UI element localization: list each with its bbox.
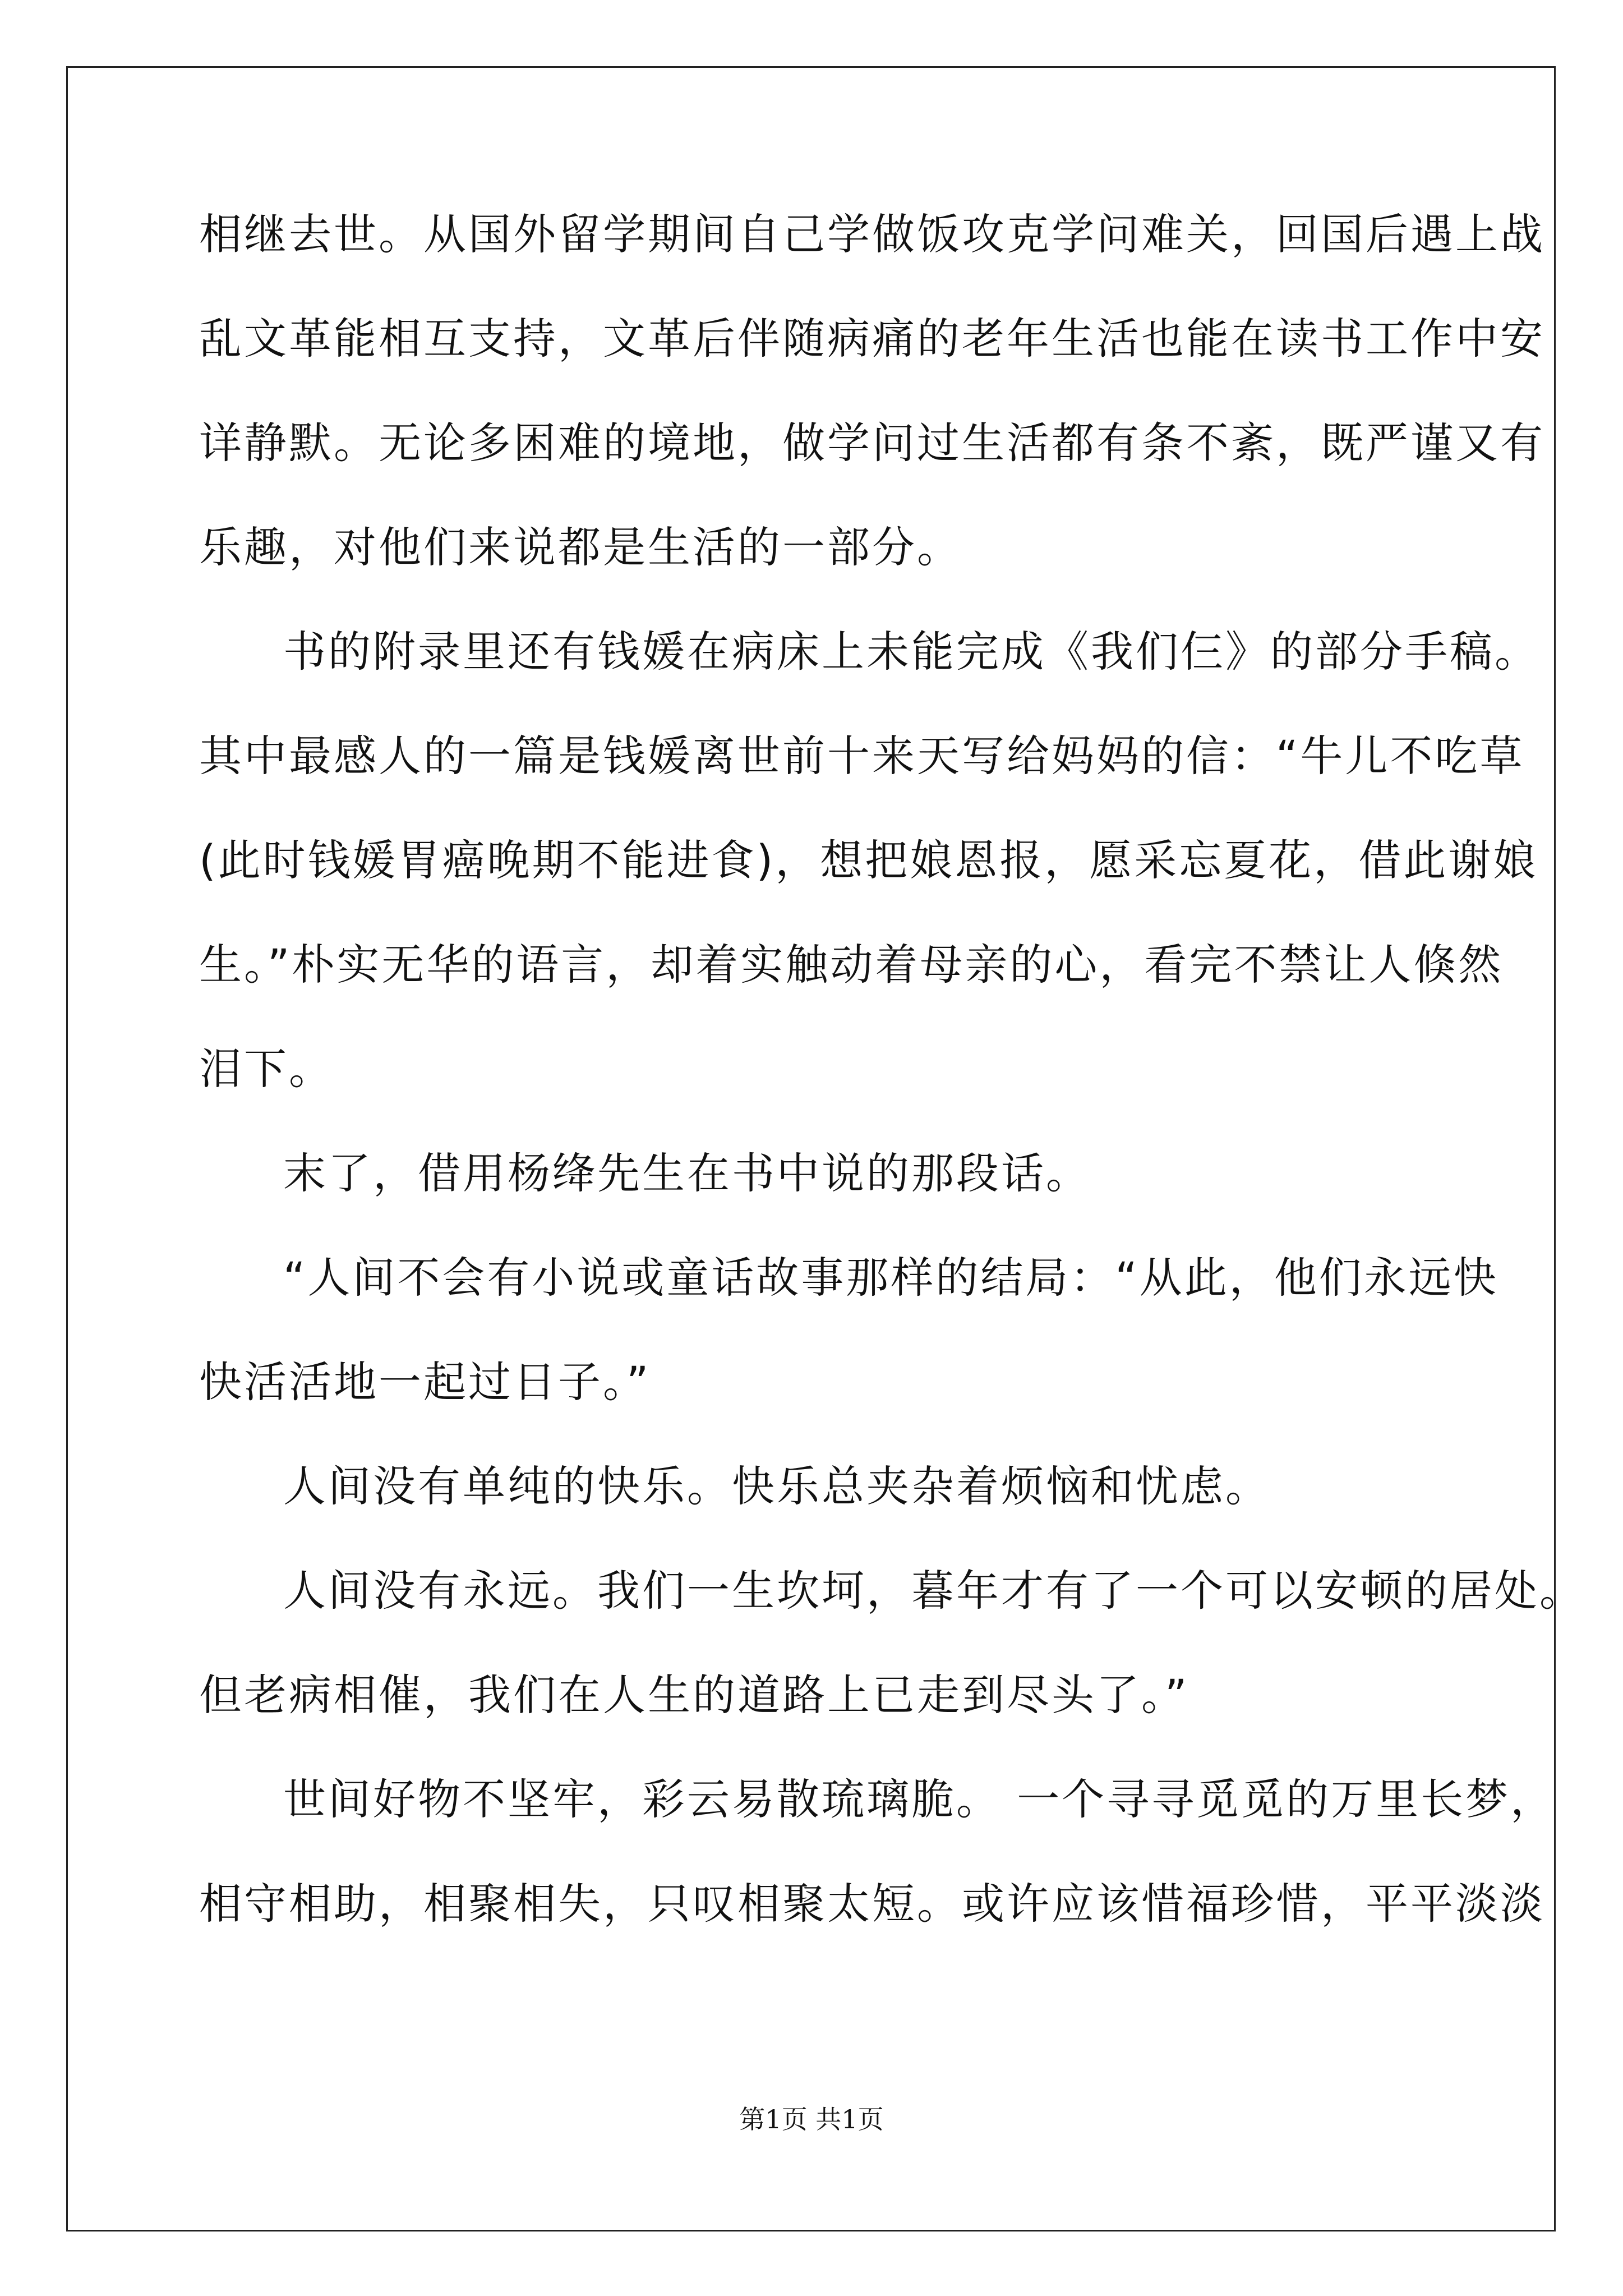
text-line-5: 书的附录里还有钱媛在病床上未能完成《我们仨》的部分手稿。 <box>283 627 1539 677</box>
text-line-11: “人间不会有小说或童话故事那样的结局：“从此，他们永远快 <box>283 1253 1498 1303</box>
text-line-17: 相守相助，相聚相失，只叹相聚太短。或许应该惜福珍惜，平平淡淡 <box>199 1879 1545 1929</box>
text-line-8: 生。”朴实无华的语言，却着实触动着母亲的心，看完不禁让人倏然 <box>199 940 1504 990</box>
text-line-3: 详静默。无论多困难的境地，做学问过生活都有条不紊，既严谨又有 <box>199 418 1545 468</box>
text-line-1: 相继去世。从国外留学期间自己学做饭攻克学问难关，回国后遇上战 <box>199 209 1545 259</box>
page-number-footer: 第1页 共1页 <box>739 2104 884 2134</box>
text-line-16: 世间好物不坚牢，彩云易散琉璃脆。 一个寻寻觅觅的万里长梦， <box>283 1774 1556 1824</box>
text-line-2: 乱文革能相互支持，文革后伴随病痛的老年生活也能在读书工作中安 <box>199 314 1545 364</box>
text-line-14: 人间没有永远。我们一生坎坷，暮年才有了一个可以安顿的居处。 <box>283 1566 1584 1616</box>
text-line-6: 其中最感人的一篇是钱媛离世前十来天写给妈妈的信：“牛儿不吃草 <box>199 731 1525 781</box>
text-line-10: 末了，借用杨绛先生在书中说的那段话。 <box>283 1148 1091 1198</box>
text-line-15: 但老病相催，我们在人生的道路上已走到尽头了。” <box>199 1670 1189 1720</box>
text-line-4: 乐趣，对他们来说都是生活的一部分。 <box>199 522 962 572</box>
text-line-9: 泪下。 <box>199 1044 334 1094</box>
text-line-12: 快活活地一起过日子。” <box>199 1357 651 1407</box>
text-line-13: 人间没有单纯的快乐。快乐总夹杂着烦恼和忧虑。 <box>283 1461 1270 1511</box>
text-line-7: (此时钱媛胃癌晚期不能进食)，想把娘恩报，愿采忘夏花，借此谢娘 <box>199 835 1538 885</box>
